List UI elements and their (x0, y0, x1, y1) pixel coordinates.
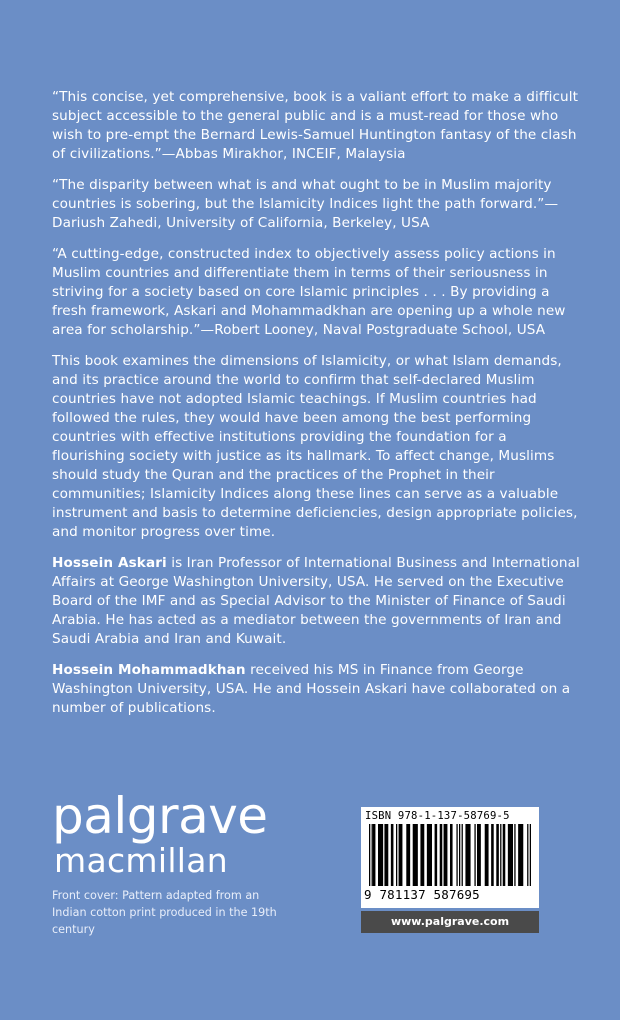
quote-zahedi: “The disparity between what is and what ought to be in Muslim majority countries is sobering, but the Islamicity Indices light the path forward.”—Dariush Zahedi, University of California, Berkeley, USA (52, 177, 559, 231)
author-name-mohammadkhan: Hossein Mohammadkhan (52, 662, 246, 678)
barcode-bar (444, 824, 448, 886)
author-bio-askari (52, 554, 582, 649)
barcode-bar (427, 824, 432, 886)
publisher-logo (52, 787, 268, 880)
barcode-bar (500, 824, 501, 886)
logo-macmillan: macmillan (54, 841, 229, 880)
ean-digits: 9 781137 587695 (364, 887, 480, 902)
barcode-bar (378, 824, 383, 886)
author-name-askari: Hossein Askari (52, 555, 167, 571)
barcode-bar (369, 824, 370, 886)
barcode-bar (496, 824, 499, 886)
quote-mirakhor: “This concise, yet comprehensive, book is a valiant effort to make a difficult subject accessible to the general public and is a must-read for those who wish to pre-empt the Bernard Lewis-Samuel Huntington fantasy of the clash of civilizations.”—Abbas Mirakhor, INCEIF, Malaysia (52, 89, 579, 162)
barcode-bar (514, 824, 515, 886)
barcode-bar (459, 824, 460, 886)
barcode-bar (372, 824, 373, 886)
barcode-bar (485, 824, 489, 886)
isbn-label: ISBN 978-1-137-58769-5 (365, 810, 510, 822)
isbn-barcode (361, 807, 539, 908)
barcode-bar (391, 824, 394, 886)
author-bio-text-mohammadkhan: received his MS in Finance from George Washington University, USA. He and Hossein Askari have collaborated on a number of publications. (52, 662, 571, 716)
barcode-bar (420, 824, 424, 886)
barcode-bar (450, 824, 453, 886)
barcode-bar (406, 824, 410, 886)
barcode-bar (399, 824, 403, 886)
barcode-bar (435, 824, 438, 886)
barcode-bar (503, 824, 506, 886)
barcode-bar (477, 824, 481, 886)
barcode-bar (518, 824, 523, 886)
logo-palgrave: palgrave (52, 787, 268, 845)
barcode-bars (367, 824, 533, 886)
barcode-bar (413, 824, 418, 886)
publisher-website[interactable]: www.palgrave.com (361, 911, 539, 933)
author-bio-text-askari: is Iran Professor of International Business and International Affairs at George Washington University, USA. He served on the Executive Board of the IMF and as Special Advisor to the Minister of Finance of Saudi Arabia. He has acted as a mediator between the governments of Iran and Saudi Arabia and Iran and Kuwait. (52, 555, 580, 647)
barcode-bar (465, 824, 470, 886)
barcode-bar (440, 824, 443, 886)
barcode-bar (456, 824, 457, 886)
barcode-bar (508, 824, 513, 886)
barcode-bar (474, 824, 475, 886)
cover-credit: Front cover: Pattern adapted from an Indian cotton print produced in the 19th century (52, 889, 277, 936)
barcode-bar (491, 824, 494, 886)
barcode-bar (527, 824, 528, 886)
barcode-bar (530, 824, 531, 886)
barcode-bar (396, 824, 397, 886)
back-cover-text (52, 88, 582, 730)
quote-looney: “A cutting-edge, constructed index to objectively assess policy actions in Muslim countries and differentiate them in terms of their seriousness in striving for a society based on core Islamic principles . . . By providing a fresh framework, Askari and Mohammadkhan are opening up a whole new area for scholarship.”—Robert Looney, Naval Postgraduate School, USA (52, 246, 566, 338)
author-bio-mohammadkhan (52, 661, 582, 718)
barcode-bar (462, 824, 463, 886)
book-description: This book examines the dimensions of Islamicity, or what Islam demands, and its practice around the world to confirm that self-declared Muslim countries have not adopted Islamic teachings. If Muslim countries had followed the rules, they would have been among the best performing countries with effective institutions providing the foundation for a flourishing society with justice as its hallmark. To affect change, Muslims should study the Quran and the practices of the Prophet in their communities; Islamicity Indices along these lines can serve as a valuable instrument and basis to determine deficiencies, design appropriate policies, and monitor progress over time. (52, 353, 578, 540)
barcode-bar (384, 824, 388, 886)
barcode-bar (373, 824, 376, 886)
